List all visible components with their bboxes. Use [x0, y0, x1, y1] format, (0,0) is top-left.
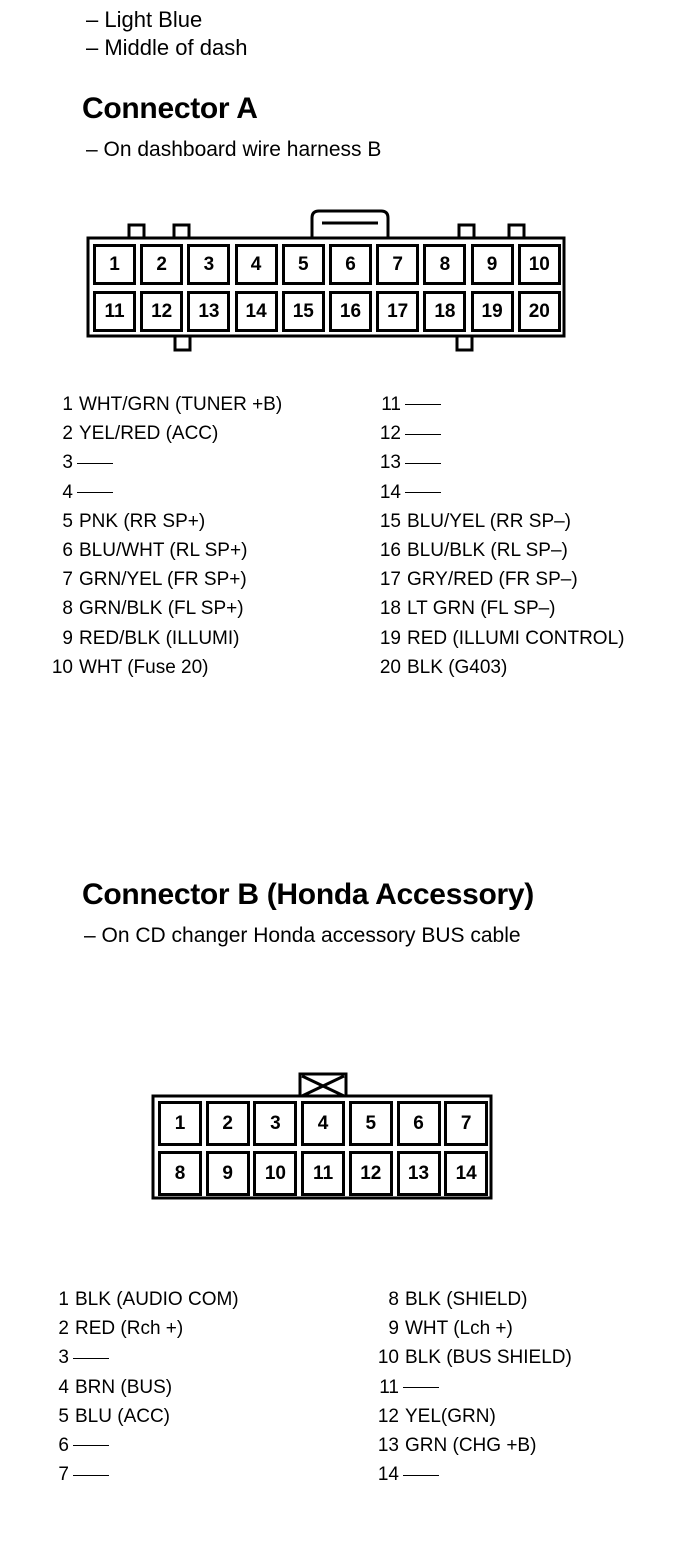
cavity-10: 10 [518, 244, 561, 285]
pin-number: 4 [62, 481, 73, 503]
cavity-1: 1 [158, 1101, 202, 1146]
pin-description: GRY/RED (FR SP–) [407, 569, 578, 591]
pin-row [370, 1431, 536, 1460]
unused-pin-dash [403, 1475, 439, 1476]
pin-number: 14 [379, 481, 401, 503]
pin-row [370, 1343, 572, 1372]
cavity-4: 4 [235, 244, 278, 285]
pin-row [46, 1343, 109, 1372]
pin-description: BLK (BUS SHIELD) [405, 1347, 572, 1369]
cavity-18: 18 [423, 291, 466, 332]
cavity-17: 17 [376, 291, 419, 332]
pin-number: 11 [379, 1376, 399, 1398]
pin-number: 9 [388, 1318, 399, 1340]
pin-number: 11 [381, 394, 401, 415]
pin-number: 8 [62, 598, 73, 620]
pin-description: BRN (BUS) [75, 1376, 173, 1398]
cavity-3: 3 [253, 1101, 297, 1146]
pin-number: 15 [379, 510, 401, 532]
pin-number: 1 [58, 1289, 69, 1310]
pin-number: 14 [377, 1464, 399, 1486]
pin-number: 1 [62, 394, 73, 415]
cavity-19: 19 [471, 291, 514, 332]
note-middle-of-dash: – Middle of dash [86, 35, 248, 60]
pin-number: 8 [388, 1289, 399, 1310]
unused-pin-dash [73, 1358, 109, 1359]
pin-number: 3 [62, 452, 73, 474]
pin-description: GRN (CHG +B) [405, 1435, 537, 1456]
cavity-11: 11 [301, 1151, 345, 1196]
pin-description: BLK (AUDIO COM) [75, 1289, 239, 1310]
cavity-9: 9 [471, 244, 514, 285]
pin-number: 5 [58, 1405, 69, 1427]
cavity-2: 2 [206, 1101, 250, 1146]
pin-number: 12 [379, 423, 401, 445]
pin-number: 10 [51, 656, 73, 678]
cavity-10: 10 [253, 1151, 297, 1196]
pin-row [370, 1460, 439, 1489]
pin-number: 19 [379, 627, 401, 649]
cavity-8: 8 [423, 244, 466, 285]
cavity-15: 15 [282, 291, 325, 332]
connector-a-title: Connector A [82, 92, 258, 125]
unused-pin-dash [73, 1475, 109, 1476]
pin-row [370, 1373, 439, 1402]
cavity-6: 6 [397, 1101, 441, 1146]
cavity-13: 13 [397, 1151, 441, 1196]
cavity-7: 7 [444, 1101, 488, 1146]
cavity-14: 14 [444, 1151, 488, 1196]
unused-pin-dash [73, 1445, 109, 1446]
cavity-14: 14 [235, 291, 278, 332]
pin-row [46, 1431, 109, 1460]
cavity-5: 5 [282, 244, 325, 285]
pin-number: 6 [62, 540, 73, 561]
pin-description: GRN/YEL (FR SP+) [79, 569, 247, 591]
pin-description: LT GRN (FL SP–) [407, 598, 556, 620]
cavity-2: 2 [140, 244, 183, 285]
pin-row [370, 1314, 513, 1343]
pin-row [46, 1373, 172, 1402]
cavity-1: 1 [93, 244, 136, 285]
cavity-5: 5 [349, 1101, 393, 1146]
pin-description: RED/BLK (ILLUMI) [79, 627, 240, 649]
pin-description: RED (ILLUMI CONTROL) [407, 627, 625, 649]
cavity-12: 12 [140, 291, 183, 332]
cavity-12: 12 [349, 1151, 393, 1196]
pin-number: 13 [379, 452, 401, 474]
connector-b-subtitle: – On CD changer Honda accessory BUS cable [84, 924, 521, 947]
cavity-20: 20 [518, 291, 561, 332]
pin-description: BLK (G403) [407, 656, 508, 678]
cavity-7: 7 [376, 244, 419, 285]
pin-number: 17 [379, 569, 401, 591]
pin-row [46, 1314, 183, 1343]
pin-description: YEL(GRN) [405, 1405, 496, 1427]
pin-description: YEL/RED (ACC) [79, 423, 219, 445]
pin-description: PNK (RR SP+) [79, 510, 206, 532]
pin-description: BLU/BLK (RL SP–) [407, 540, 568, 561]
pin-number: 12 [377, 1405, 399, 1427]
pin-number: 4 [58, 1376, 69, 1398]
cavity-11: 11 [93, 291, 136, 332]
pin-number: 7 [62, 569, 73, 591]
pin-description: GRN/BLK (FL SP+) [79, 598, 244, 620]
pin-row [370, 1285, 527, 1314]
pin-number: 9 [62, 627, 73, 649]
pin-number: 2 [58, 1318, 69, 1340]
pin-number: 20 [379, 656, 401, 678]
pin-number: 3 [58, 1347, 69, 1369]
pin-number: 5 [62, 510, 73, 532]
pin-row [46, 1460, 109, 1489]
pin-description: BLU/YEL (RR SP–) [407, 510, 572, 532]
pin-number: 6 [58, 1435, 69, 1456]
pin-description: BLU (ACC) [75, 1405, 171, 1427]
connector-b-title: Connector B (Honda Accessory) [82, 878, 534, 911]
cavity-16: 16 [329, 291, 372, 332]
pin-description: BLU/WHT (RL SP+) [79, 540, 248, 561]
cavity-4: 4 [301, 1101, 345, 1146]
cavity-8: 8 [158, 1151, 202, 1196]
pin-number: 10 [377, 1347, 399, 1369]
pin-row [370, 1402, 496, 1431]
pin-number: 13 [377, 1435, 399, 1456]
cavity-9: 9 [206, 1151, 250, 1196]
connector-a-subtitle: – On dashboard wire harness B [86, 138, 382, 161]
pin-description: WHT (Fuse 20) [79, 656, 209, 678]
cavity-3: 3 [187, 244, 230, 285]
pin-number: 16 [379, 540, 401, 561]
cavity-6: 6 [329, 244, 372, 285]
note-light-blue: – Light Blue [86, 7, 203, 32]
cavity-13: 13 [187, 291, 230, 332]
pin-description: WHT (Lch +) [405, 1318, 513, 1340]
pin-number: 7 [58, 1464, 69, 1486]
unused-pin-dash [403, 1387, 439, 1388]
pin-number: 2 [62, 423, 73, 445]
pin-number: 18 [379, 598, 401, 620]
pin-description: RED (Rch +) [75, 1318, 184, 1340]
pin-row [46, 1285, 239, 1314]
pin-description: WHT/GRN (TUNER +B) [79, 394, 283, 415]
pin-description: BLK (SHIELD) [405, 1289, 528, 1310]
pin-row [46, 1402, 170, 1431]
